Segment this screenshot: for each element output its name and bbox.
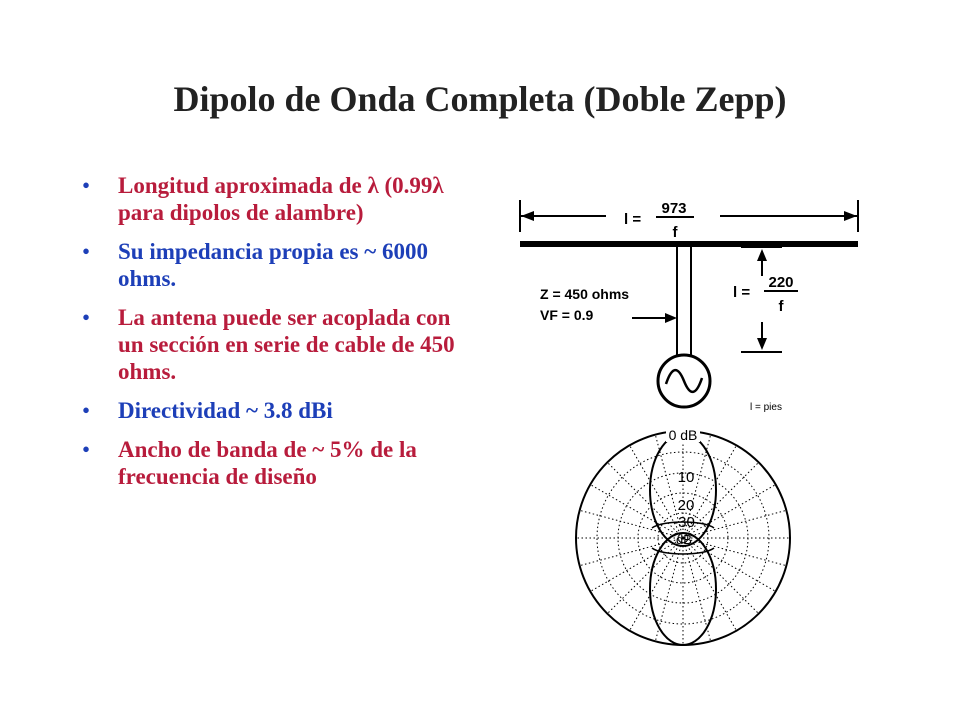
- length-denominator: f: [672, 224, 678, 241]
- velocity-factor-label: VF = 0.9: [540, 307, 594, 323]
- bullet-marker: •: [82, 437, 91, 462]
- slide-title: Dipolo de Onda Completa (Doble Zepp): [173, 79, 787, 119]
- bullet-text: Ancho de banda de ~ 5% de la frecuencia de diseño: [118, 437, 417, 489]
- dipole-element: [520, 241, 858, 247]
- bullet-marker: •: [82, 239, 91, 264]
- polar-grid-spoke: [607, 462, 683, 538]
- antenna-schematic: [520, 200, 858, 413]
- feed-denominator: f: [778, 298, 784, 315]
- length-label: l =: [624, 211, 642, 228]
- left-arrow-icon: [521, 211, 534, 221]
- polar-grid-spoke: [683, 538, 786, 566]
- bullet-item: [82, 172, 472, 226]
- bullet-text: Longitud aproximada de λ (0.99λ para dipolos de alambre): [118, 173, 444, 225]
- polar-grid-spoke: [580, 510, 683, 538]
- pattern-lobe-bottom: [650, 533, 716, 645]
- impedance-label: Z = 450 ohms: [540, 286, 630, 302]
- bullet-item: [82, 304, 472, 385]
- polar-grid-spoke: [580, 538, 683, 566]
- bullet-item: [82, 397, 472, 424]
- antenna-diagram: [505, 190, 875, 650]
- polar-grid-spoke: [590, 538, 683, 592]
- pointer-arrow-icon: [665, 313, 677, 323]
- bullet-item: [82, 238, 472, 292]
- right-arrow-icon: [844, 211, 857, 221]
- bullet-text: Directividad ~ 3.8 dBi: [118, 398, 333, 423]
- down-arrow-icon: [757, 338, 767, 350]
- polar-pattern: [576, 427, 790, 645]
- polar-grid-spoke: [683, 538, 759, 614]
- bullet-list: [82, 172, 472, 502]
- up-arrow-icon: [757, 249, 767, 261]
- polar-grid-spoke: [683, 538, 776, 592]
- bullet-text: La antena puede ser acoplada con un sección en serie de cable de 450 ohms.: [118, 305, 455, 384]
- polar-label-20: 20: [677, 497, 695, 514]
- polar-label-0db: 0 dB: [668, 427, 698, 443]
- bullet-marker: •: [82, 173, 91, 198]
- polar-grid-spoke: [683, 538, 737, 631]
- feed-numerator: 220: [768, 274, 794, 291]
- antenna-figure: [505, 190, 875, 650]
- polar-grid-spoke: [683, 510, 786, 538]
- feed-line: [677, 247, 691, 355]
- polar-label-10: 10: [677, 469, 695, 486]
- feed-label: l =: [733, 284, 751, 301]
- polar-label-neg30: -30: [673, 514, 695, 531]
- bullet-marker: •: [82, 305, 91, 330]
- length-numerator: 973: [661, 200, 687, 217]
- polar-grid-spoke: [590, 485, 683, 539]
- units-note: l = pies: [750, 402, 782, 413]
- bullet-marker: •: [82, 398, 91, 423]
- polar-label-db: dB: [676, 532, 692, 547]
- bullet-item: [82, 436, 472, 490]
- bullet-text: Su impedancia propia es ~ 6000 ohms.: [118, 239, 428, 291]
